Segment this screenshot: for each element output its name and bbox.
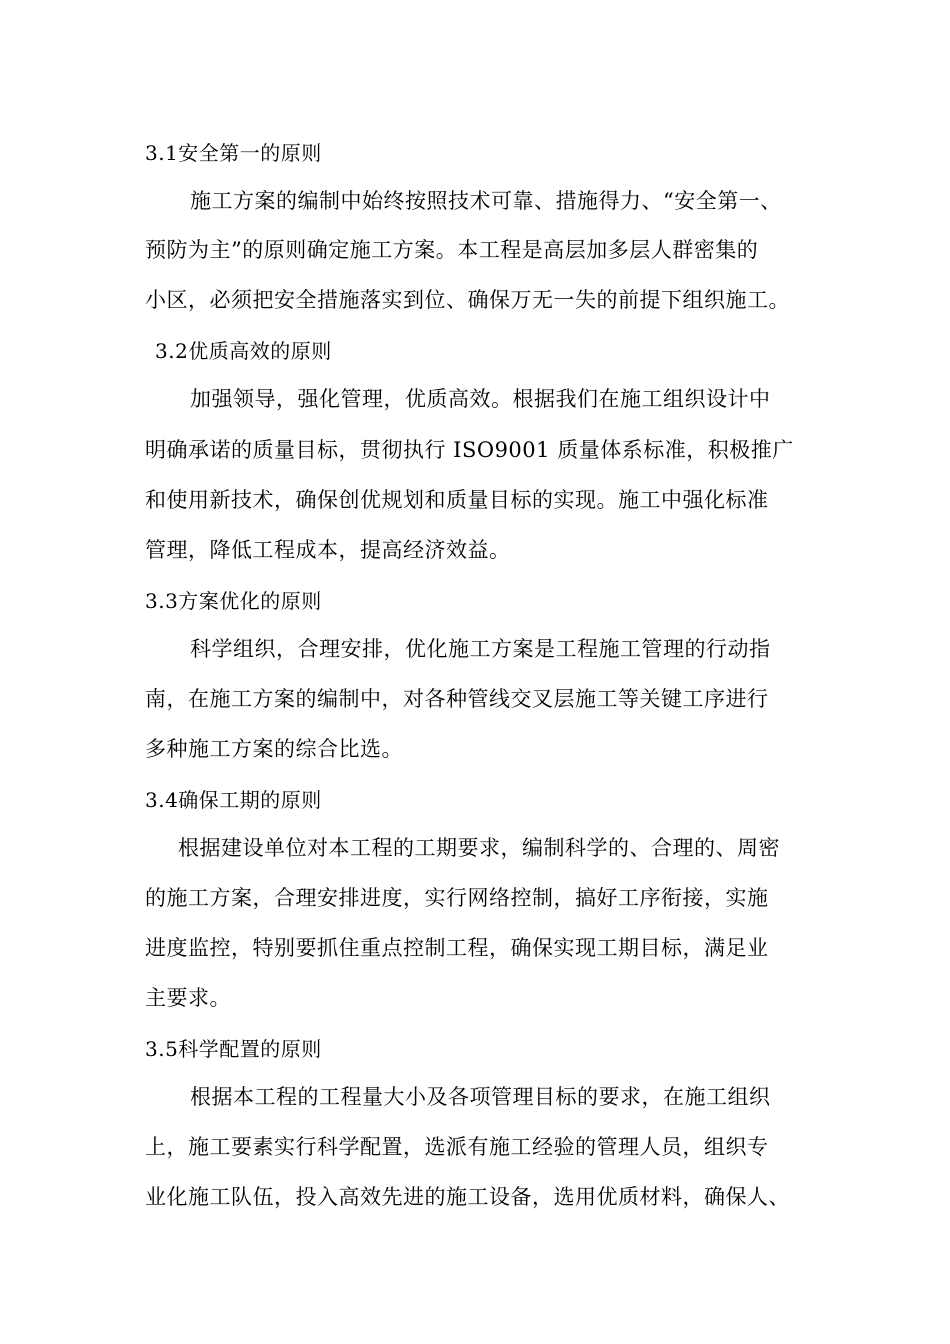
paragraph-line: 业化施工队伍，投入高效先进的施工设备，选用优质材料，确保人、 (145, 1185, 790, 1209)
paragraph-line: 预防为主”的原则确定施工方案。本工程是高层加多层人群密集的 (145, 238, 759, 262)
paragraph-line: 科学组织，合理安排，优化施工方案是工程施工管理的行动指 (190, 637, 771, 661)
paragraph-line: 明确承诺的质量目标，贯彻执行 ISO9001 质量体系标准，积极推广 (145, 438, 794, 462)
paragraph-line: 和使用新技术，确保创优规划和质量目标的实现。施工中强化标准 (145, 488, 769, 512)
section-heading-3-5: 3.5科学配置的原则 (145, 1037, 322, 1061)
paragraph-line: 多种施工方案的综合比选。 (145, 737, 403, 761)
paragraph-line: 进度监控，特别要抓住重点控制工程，确保实现工期目标，满足业 (145, 936, 769, 960)
paragraph-line: 根据本工程的工程量大小及各项管理目标的要求，在施工组织 (190, 1085, 771, 1109)
paragraph-line: 南，在施工方案的编制中，对各种管线交叉层施工等关键工序进行 (145, 687, 769, 711)
paragraph-line: 管理，降低工程成本，提高经济效益。 (145, 538, 511, 562)
paragraph-line: 主要求。 (145, 986, 231, 1010)
paragraph-line: 的施工方案，合理安排进度，实行网络控制，搞好工序衔接，实施 (145, 886, 769, 910)
section-heading-3-2: 3.2优质高效的原则 (155, 339, 332, 363)
section-heading-3-1: 3.1安全第一的原则 (145, 141, 322, 165)
paragraph-line: 加强领导，强化管理，优质高效。根据我们在施工组织设计中 (190, 387, 771, 411)
paragraph-line: 上，施工要素实行科学配置，选派有施工经验的管理人员，组织专 (145, 1135, 769, 1159)
section-heading-3-3: 3.3方案优化的原则 (145, 589, 322, 613)
paragraph-line: 施工方案的编制中始终按照技术可靠、措施得力、“安全第一、 (190, 189, 782, 213)
paragraph-line: 小区，必须把安全措施落实到位、确保万无一失的前提下组织施工。 (145, 288, 790, 312)
paragraph-line: 根据建设单位对本工程的工期要求，编制科学的、合理的、周密 (178, 836, 780, 860)
section-heading-3-4: 3.4确保工期的原则 (145, 788, 322, 812)
